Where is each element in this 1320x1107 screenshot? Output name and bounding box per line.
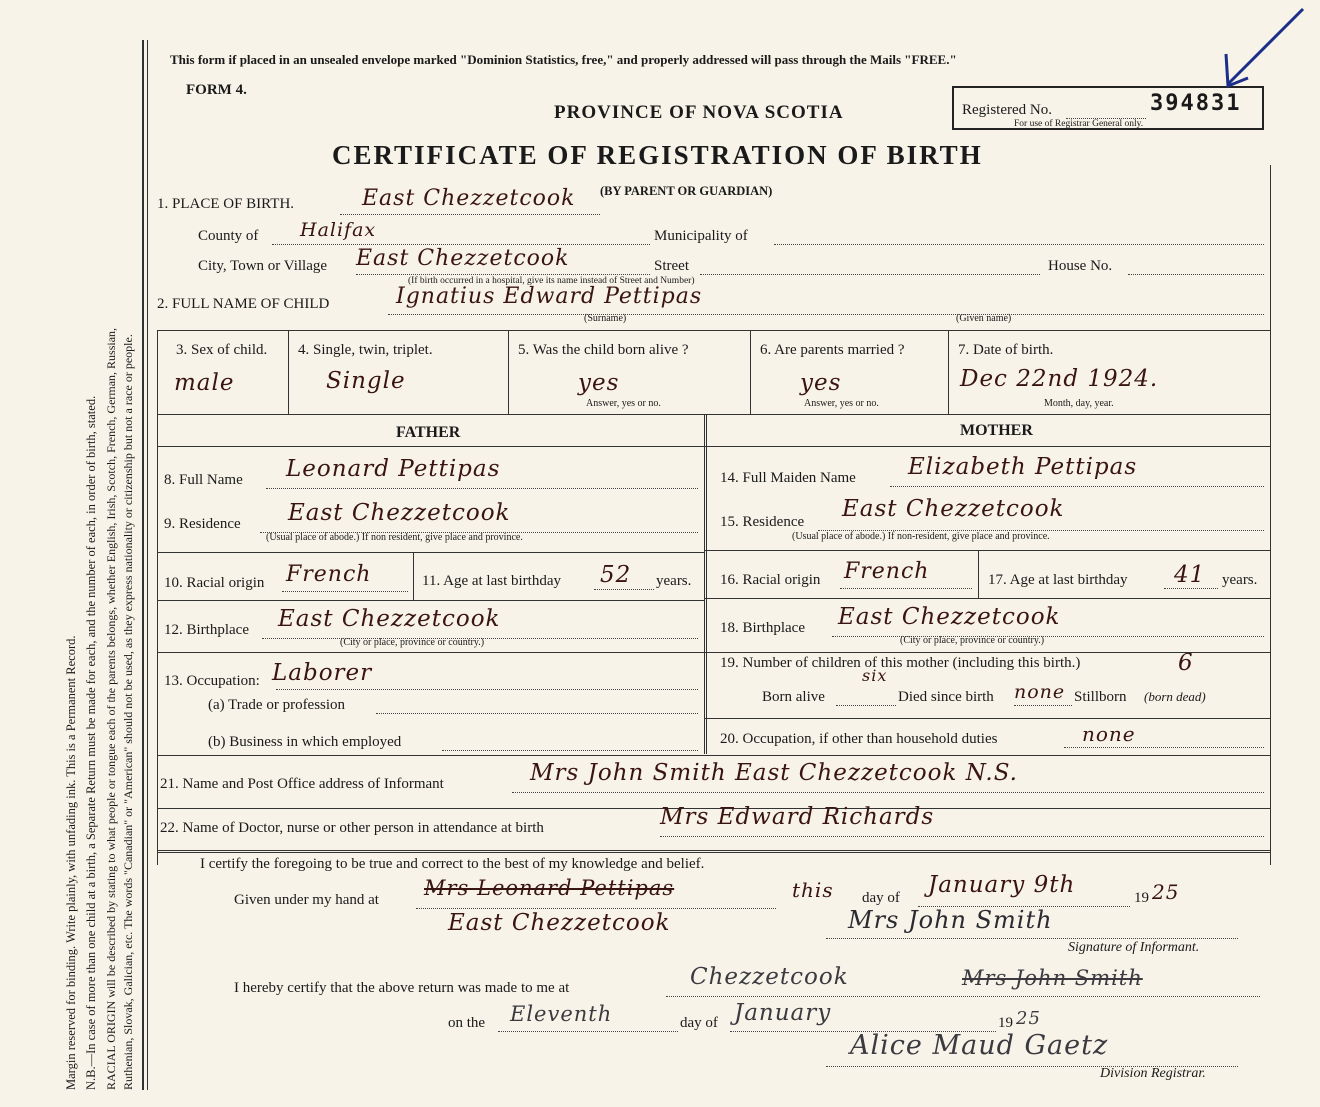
city-line (356, 274, 650, 275)
mother-birthplace-value: East Chezzetcook (838, 604, 1061, 630)
street-line (700, 274, 1040, 275)
registrar-struck-name: Mrs John Smith (962, 966, 1143, 990)
father-racial-line (282, 591, 408, 592)
doctor-label: 22. Name of Doctor, nurse or other person in attendance at birth (160, 820, 544, 836)
row3-div4 (948, 330, 949, 414)
mother-res-bottom (704, 550, 1270, 551)
registrar-signature: Alice Maud Gaetz (850, 1030, 1109, 1061)
born-alive-label: Born alive (762, 689, 825, 705)
given-year-value: 25 (1152, 880, 1180, 904)
given-day-of: day of (862, 890, 900, 906)
born-alive-line (836, 705, 896, 706)
street-label: Street (654, 258, 689, 274)
row3-div2 (508, 330, 509, 414)
right-border (1270, 165, 1271, 865)
father-name-value: Leonard Pettipas (286, 456, 501, 482)
parents-heading-line (157, 446, 1270, 447)
sex-value: male (174, 370, 235, 396)
father-res-bottom (157, 552, 704, 553)
registered-note: For use of Registrar General only. (1014, 119, 1144, 129)
given-year-prefix: 19 (1134, 890, 1149, 906)
born-alive-value: six (862, 666, 888, 685)
father-occupation-value: Laborer (272, 660, 373, 686)
father-trade-line (376, 713, 698, 714)
left-border-inner (147, 40, 148, 1090)
father-occupation-label: 13. Occupation: (164, 673, 260, 689)
father-years: years. (656, 573, 692, 589)
county-line (272, 244, 650, 245)
alive-note: Answer, yes or no. (586, 398, 661, 409)
father-business-line (442, 750, 698, 751)
given-place-value: East Chezzetcook (448, 910, 671, 936)
certify-statement: I certify the foregoing to be true and correct to the best of my knowledge and belief. (200, 856, 705, 872)
father-name-line (266, 488, 698, 489)
registrar-year-value: 25 (1016, 1008, 1041, 1029)
registered-number: 394831 (1150, 91, 1242, 116)
given-date-value: January 9th (928, 872, 1076, 898)
informant-label: 21. Name and Post Office address of Informant (160, 776, 444, 792)
margin-note-binding: Margin reserved for binding. Write plainly, with unfading ink. This is a Permanent Record. (64, 635, 78, 1090)
father-business-label: (b) Business in which employed (208, 734, 402, 750)
mother-name-value: Elizabeth Pettipas (908, 454, 1138, 480)
mother-racial-value: French (844, 559, 930, 584)
child-name-line (388, 314, 1264, 315)
father-racial-bottom (157, 600, 704, 601)
mother-name-line (890, 486, 1264, 487)
child-name-label: 2. FULL NAME OF CHILD (157, 296, 330, 312)
row3-top-line (157, 330, 1270, 331)
form-number: FORM 4. (186, 82, 247, 98)
place-line (340, 214, 600, 215)
father-res-label: 9. Residence (164, 516, 241, 532)
father-age-line (594, 589, 654, 590)
father-age-label: 11. Age at last birthday (422, 573, 561, 589)
registrar-year-prefix: 19 (998, 1015, 1013, 1031)
place-of-birth-value: East Chezzetcook (362, 186, 576, 211)
city-label: City, Town or Village (198, 258, 328, 274)
mother-racial-line (840, 588, 972, 589)
given-name-note: (Given name) (956, 313, 1012, 324)
informant-line (512, 792, 1264, 793)
father-age-value: 52 (600, 562, 632, 588)
single-label: 4. Single, twin, triplet. (298, 342, 433, 358)
father-birthplace-value: East Chezzetcook (278, 606, 501, 632)
informant-signature-label: Signature of Informant. (1068, 940, 1200, 955)
place-of-birth-label: 1. PLACE OF BIRTH. (157, 196, 295, 212)
mother-occupation-label: 20. Occupation, if other than household duties (720, 731, 998, 747)
single-value: Single (326, 368, 406, 394)
father-trade-label: (a) Trade or profession (208, 697, 346, 713)
died-label: Died since birth (898, 689, 994, 705)
date-value: Dec 22nd 1924. (960, 366, 1159, 392)
date-note: Month, day, year. (1044, 398, 1114, 409)
stillborn-label: Stillborn (1074, 689, 1127, 705)
informant-value: Mrs John Smith East Chezzetcook N.S. (530, 760, 1018, 786)
margin-note-racial-origin: RACIAL ORIGIN will be described by stating to what people or tongue each of the parents belongs, whether English, Irish, Scotch, French, German, Russian, (104, 327, 118, 1090)
mother-children-bottom (704, 718, 1270, 719)
registered-label: Registered No. (962, 102, 1052, 118)
informant-signature: Mrs John Smith (848, 906, 1053, 934)
margin-note-racial-origin-cont: Ruthenian, Slovak, Galician, etc. The words "Canadian" or "American" should not be used, as they express nationality or citizenship but not a race or people. (121, 334, 135, 1090)
province-heading: PROVINCE OF NOVA SCOTIA (554, 102, 844, 123)
mother-occupation-line (1064, 747, 1264, 748)
died-line (1014, 705, 1072, 706)
sex-label: 3. Sex of child. (176, 342, 268, 358)
registrar-signature-label: Division Registrar. (1100, 1066, 1206, 1081)
stillborn-note: (born dead) (1144, 689, 1206, 704)
county-label: County of (198, 228, 259, 244)
mother-age-div (978, 550, 979, 598)
house-line (1128, 274, 1264, 275)
father-occupation-line (276, 689, 698, 690)
parents-bottom-line (157, 755, 1270, 756)
given-this: this (792, 878, 834, 902)
mother-age-label: 17. Age at last birthday (988, 572, 1128, 588)
father-res-value: East Chezzetcook (288, 500, 511, 526)
mother-res-value: East Chezzetcook (842, 496, 1065, 522)
registrar-day-value: Eleventh (510, 1002, 613, 1026)
check-arrow-icon (1208, 4, 1308, 94)
mother-occupation-value: none (1082, 722, 1136, 746)
city-value: East Chezzetcook (356, 246, 570, 271)
mother-age-value: 41 (1174, 562, 1206, 588)
mother-heading: MOTHER (960, 422, 1033, 439)
father-birthplace-note: (City or place, province or country.) (340, 637, 485, 648)
mother-children-label: 19. Number of children of this mother (including this birth.) (720, 655, 1081, 671)
table-left-line (157, 330, 158, 865)
registrar-place-value: Chezzetcook (690, 964, 849, 990)
mother-years: years. (1222, 572, 1258, 588)
municipality-label: Municipality of (654, 228, 748, 244)
child-name-value: Ignatius Edward Pettipas (396, 284, 703, 309)
registrar-day-line (498, 1031, 678, 1032)
given-label: Given under my hand at (234, 892, 379, 908)
doctor-line (660, 836, 1264, 837)
margin-note-multiple-births: N.B.—In case of more than one child at a birth, a Separate Return must be made for each, and the number of each, in order of birth, stated. (84, 395, 98, 1090)
father-racial-label: 10. Racial origin (164, 575, 265, 591)
surname-note: (Surname) (584, 313, 627, 324)
mother-birthplace-label: 18. Birthplace (720, 620, 805, 636)
given-line (416, 908, 776, 909)
mother-birthplace-note: (City or place, province or country.) (900, 635, 1045, 646)
married-value: yes (800, 370, 842, 396)
top-notice: This form if placed in an unsealed envelope marked "Dominion Statistics, free," and properly addressed will pass through the Mails "FREE." (170, 52, 957, 67)
father-age-div (413, 552, 414, 600)
father-name-label: 8. Full Name (164, 472, 243, 488)
father-res-note: (Usual place of abode.) If non resident, give place and province. (266, 532, 523, 543)
parents-divider (704, 414, 707, 754)
row3-div1 (288, 330, 289, 414)
row3-div3 (750, 330, 751, 414)
alive-value: yes (578, 370, 620, 396)
mother-age-line (1164, 588, 1218, 589)
left-border (142, 40, 144, 1090)
registrar-statement: I hereby certify that the above return was made to me at (234, 980, 570, 996)
doctor-value: Mrs Edward Richards (660, 804, 935, 830)
registrar-month-value: January (734, 1000, 832, 1026)
county-value: Halifax (300, 219, 377, 241)
father-birthplace-bottom (157, 652, 704, 653)
mother-name-label: 14. Full Maiden Name (720, 470, 856, 486)
father-racial-value: French (286, 562, 372, 587)
registrar-place-line (666, 996, 1260, 997)
informant-signature-line (826, 938, 1238, 939)
married-note: Answer, yes or no. (804, 398, 879, 409)
died-value: none (1014, 681, 1066, 703)
doctor-bottom-line (157, 850, 1270, 853)
mother-racial-bottom (704, 598, 1270, 599)
father-heading: FATHER (396, 424, 461, 441)
given-struck-name: Mrs Leonard Pettipas (424, 876, 675, 900)
mother-racial-label: 16. Racial origin (720, 572, 821, 588)
mother-children-value: 6 (1178, 650, 1194, 676)
registrar-day-of: day of (680, 1015, 718, 1031)
certificate-title: CERTIFICATE OF REGISTRATION OF BIRTH (332, 140, 983, 170)
mother-birthplace-line (832, 636, 1264, 637)
hospital-note: (If birth occurred in a hospital, give its name instead of Street and Number) (408, 276, 695, 286)
registrar-on-the: on the (448, 1015, 486, 1031)
mother-res-label: 15. Residence (720, 514, 805, 530)
margin-notes (0, 0, 140, 1107)
alive-label: 5. Was the child born alive ? (518, 342, 689, 358)
father-birthplace-label: 12. Birthplace (164, 622, 249, 638)
municipality-line (774, 244, 1264, 245)
date-label: 7. Date of birth. (958, 342, 1054, 358)
subtitle: (BY PARENT OR GUARDIAN) (600, 184, 773, 198)
house-label: House No. (1048, 258, 1113, 274)
married-label: 6. Are parents married ? (760, 342, 905, 358)
row3-bottom-line (157, 414, 1270, 415)
mother-res-note: (Usual place of abode.) If non-resident, give place and province. (792, 531, 1050, 542)
